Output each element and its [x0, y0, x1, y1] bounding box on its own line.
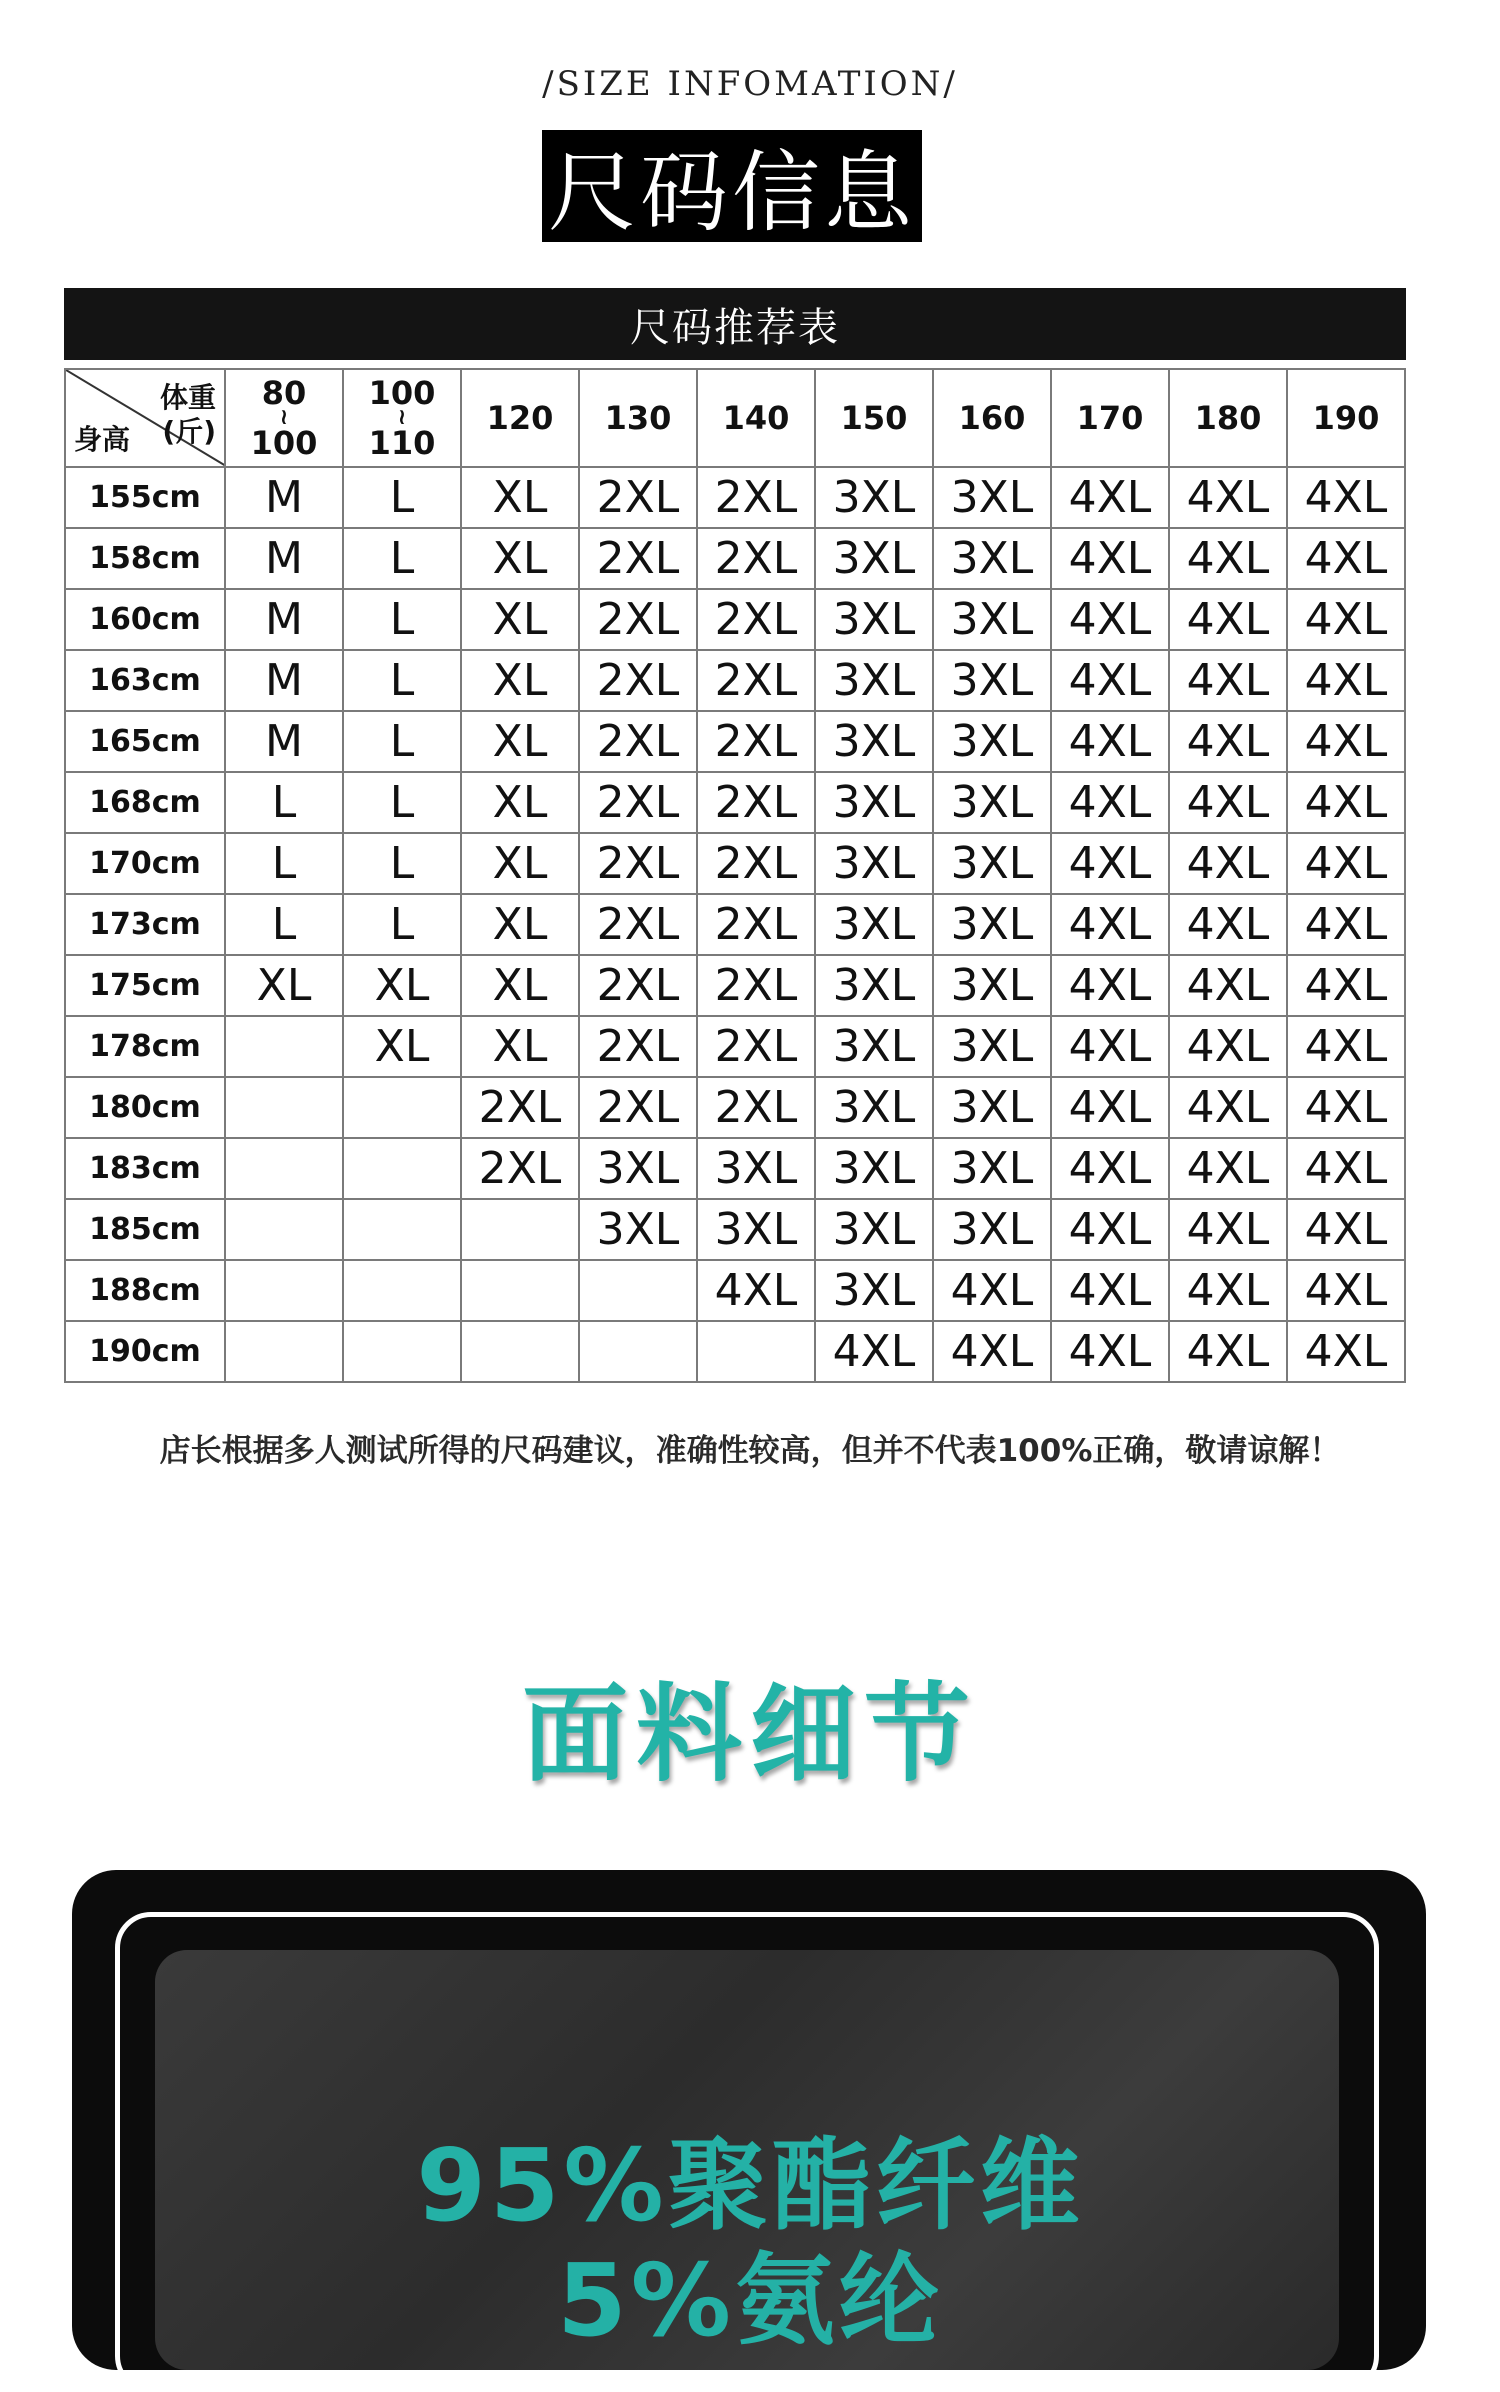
size-cell: 3XL: [697, 1199, 815, 1260]
size-cell: 4XL: [1287, 772, 1405, 833]
size-cell: 2XL: [579, 833, 697, 894]
table-row: [65, 589, 1405, 650]
height-cell: 185cm: [65, 1199, 225, 1260]
weight-header-cell: [933, 369, 1051, 467]
size-cell: 3XL: [933, 711, 1051, 772]
size-cell: [461, 1321, 579, 1382]
height-cell: 175cm: [65, 955, 225, 1016]
size-cell: 3XL: [815, 1077, 933, 1138]
size-cell: 4XL: [1287, 894, 1405, 955]
size-cell: 4XL: [1287, 1138, 1405, 1199]
size-cell: 2XL: [697, 589, 815, 650]
size-table-title: 尺码推荐表: [64, 288, 1406, 360]
size-cell: 3XL: [933, 833, 1051, 894]
size-cell: 3XL: [815, 772, 933, 833]
size-cell: L: [343, 650, 461, 711]
table-row: [65, 955, 1405, 1016]
weight-range: [580, 399, 696, 437]
weight-header-cell: [1051, 369, 1169, 467]
table-row: [65, 467, 1405, 528]
size-cell: [343, 1199, 461, 1260]
size-cell: [225, 1138, 343, 1199]
size-cell: 3XL: [933, 528, 1051, 589]
table-row: [65, 1260, 1405, 1321]
size-cell: 4XL: [1051, 1199, 1169, 1260]
size-cell: [579, 1321, 697, 1382]
size-cell: L: [343, 528, 461, 589]
weight-range: [816, 399, 932, 437]
weight-value: 150: [840, 399, 908, 437]
size-cell: 4XL: [1287, 528, 1405, 589]
weight-header-cell: [1169, 369, 1287, 467]
size-cell: 4XL: [933, 1321, 1051, 1382]
weight-value: 140: [722, 399, 790, 437]
size-cell: 3XL: [579, 1199, 697, 1260]
size-cell: XL: [343, 1016, 461, 1077]
size-cell: 3XL: [815, 589, 933, 650]
size-cell: 3XL: [933, 1077, 1051, 1138]
size-cell: 4XL: [1169, 1260, 1287, 1321]
size-cell: 2XL: [579, 711, 697, 772]
page-title: 尺码信息: [542, 130, 922, 242]
fabric-section-title: 面料细节: [522, 1673, 978, 1796]
weight-header-cell: [1287, 369, 1405, 467]
size-cell: 3XL: [815, 1138, 933, 1199]
size-cell: 3XL: [933, 467, 1051, 528]
size-cell: L: [225, 833, 343, 894]
size-cell: 3XL: [815, 528, 933, 589]
size-cell: [225, 1199, 343, 1260]
size-cell: [343, 1138, 461, 1199]
table-row: [65, 1321, 1405, 1382]
size-cell: 3XL: [933, 1199, 1051, 1260]
size-cell: 2XL: [579, 528, 697, 589]
weight-value: 100: [368, 374, 436, 413]
size-cell: L: [343, 467, 461, 528]
size-cell: M: [225, 528, 343, 589]
weight-value: 190: [1312, 399, 1380, 437]
size-cell: 4XL: [1051, 467, 1169, 528]
size-cell: XL: [461, 833, 579, 894]
weight-value: 130: [604, 399, 672, 437]
weight-value: 170: [1076, 399, 1144, 437]
size-cell: 4XL: [1169, 833, 1287, 894]
table-row: [65, 772, 1405, 833]
table-row: [65, 1199, 1405, 1260]
table-row: [65, 1077, 1405, 1138]
weight-range: [698, 399, 814, 437]
size-cell: 4XL: [1169, 467, 1287, 528]
size-cell: 2XL: [461, 1138, 579, 1199]
size-cell: XL: [461, 528, 579, 589]
size-cell: 4XL: [1287, 833, 1405, 894]
size-cell: 4XL: [1287, 1199, 1405, 1260]
size-cell: XL: [461, 1016, 579, 1077]
size-cell: 3XL: [933, 894, 1051, 955]
size-cell: 2XL: [579, 650, 697, 711]
size-cell: 3XL: [933, 955, 1051, 1016]
height-cell: 158cm: [65, 528, 225, 589]
weight-range: [344, 374, 460, 462]
size-cell: 4XL: [1287, 711, 1405, 772]
table-row: [65, 650, 1405, 711]
size-cell: 2XL: [579, 894, 697, 955]
size-cell: XL: [461, 467, 579, 528]
subtitle-english: /SIZE INFOMATION/: [542, 64, 958, 104]
range-separator: ≀: [397, 405, 407, 431]
height-cell: 160cm: [65, 589, 225, 650]
size-cell: 3XL: [933, 772, 1051, 833]
size-cell: [225, 1077, 343, 1138]
size-cell: 4XL: [1169, 650, 1287, 711]
size-cell: 4XL: [1051, 1016, 1169, 1077]
weight-header-row: [65, 369, 1405, 467]
size-cell: 2XL: [697, 1016, 815, 1077]
size-cell: 4XL: [1287, 955, 1405, 1016]
fabric-composition-secondary: 5%氨纶: [557, 2242, 943, 2359]
height-label: 身高: [74, 423, 131, 456]
weight-range: [1052, 399, 1168, 437]
size-cell: 4XL: [1287, 1260, 1405, 1321]
table-corner-cell: [65, 369, 225, 467]
weight-header-cell: [815, 369, 933, 467]
size-cell: 3XL: [815, 1260, 933, 1321]
size-table: [64, 368, 1406, 1383]
size-cell: [343, 1077, 461, 1138]
weight-header-cell: [579, 369, 697, 467]
size-cell: 3XL: [933, 1138, 1051, 1199]
size-cell: [225, 1321, 343, 1382]
weight-range: [1288, 399, 1404, 437]
size-cell: L: [343, 894, 461, 955]
size-cell: L: [225, 772, 343, 833]
size-cell: 3XL: [815, 467, 933, 528]
size-cell: 4XL: [1051, 955, 1169, 1016]
table-row: [65, 894, 1405, 955]
size-cell: L: [343, 711, 461, 772]
weight-header-cell: [343, 369, 461, 467]
table-row: [65, 833, 1405, 894]
size-cell: 4XL: [1051, 528, 1169, 589]
height-cell: 173cm: [65, 894, 225, 955]
table-row: [65, 1016, 1405, 1077]
size-cell: 2XL: [697, 955, 815, 1016]
size-cell: 4XL: [1051, 1321, 1169, 1382]
range-separator: ≀: [279, 405, 289, 431]
size-cell: 3XL: [815, 833, 933, 894]
size-cell: L: [343, 589, 461, 650]
size-cell: [225, 1260, 343, 1321]
size-cell: XL: [343, 955, 461, 1016]
size-disclaimer-note: 店长根据多人测试所得的尺码建议，准确性较高，但并不代表100%正确，敬请谅解！: [159, 1433, 1341, 1469]
size-cell: 4XL: [1169, 1016, 1287, 1077]
size-cell: XL: [461, 894, 579, 955]
size-cell: 4XL: [1169, 1199, 1287, 1260]
height-cell: 180cm: [65, 1077, 225, 1138]
size-cell: L: [343, 772, 461, 833]
size-cell: [343, 1260, 461, 1321]
size-cell: 3XL: [815, 955, 933, 1016]
size-cell: 4XL: [1169, 589, 1287, 650]
size-cell: 2XL: [697, 833, 815, 894]
size-cell: XL: [461, 955, 579, 1016]
size-cell: 4XL: [1169, 711, 1287, 772]
weight-range: [1170, 399, 1286, 437]
size-cell: XL: [461, 650, 579, 711]
size-cell: 3XL: [815, 711, 933, 772]
size-cell: 4XL: [1169, 1138, 1287, 1199]
height-cell: 165cm: [65, 711, 225, 772]
size-cell: 4XL: [1051, 650, 1169, 711]
size-cell: 4XL: [933, 1260, 1051, 1321]
weight-range: [226, 374, 342, 462]
weight-unit-label: (斤): [162, 415, 216, 448]
height-cell: 183cm: [65, 1138, 225, 1199]
size-cell: [225, 1016, 343, 1077]
size-cell: 4XL: [1051, 1077, 1169, 1138]
weight-value: 80: [261, 374, 307, 413]
size-cell: 4XL: [1169, 955, 1287, 1016]
size-cell: 3XL: [815, 894, 933, 955]
weight-header-cell: [225, 369, 343, 467]
size-cell: 2XL: [697, 650, 815, 711]
height-cell: 178cm: [65, 1016, 225, 1077]
size-cell: 4XL: [1287, 1321, 1405, 1382]
size-cell: 2XL: [697, 1077, 815, 1138]
size-cell: [343, 1321, 461, 1382]
weight-value: 180: [1194, 399, 1262, 437]
size-cell: 4XL: [697, 1260, 815, 1321]
size-cell: 4XL: [1287, 589, 1405, 650]
weight-value: 100: [250, 423, 318, 462]
height-cell: 155cm: [65, 467, 225, 528]
size-cell: 4XL: [1051, 1138, 1169, 1199]
size-cell: 4XL: [1287, 650, 1405, 711]
size-cell: 2XL: [697, 711, 815, 772]
size-cell: XL: [461, 589, 579, 650]
size-cell: 2XL: [697, 894, 815, 955]
size-cell: 4XL: [1051, 1260, 1169, 1321]
size-cell: 2XL: [579, 1016, 697, 1077]
size-cell: M: [225, 467, 343, 528]
table-row: [65, 1138, 1405, 1199]
weight-header-cell: [697, 369, 815, 467]
table-row: [65, 711, 1405, 772]
size-cell: 4XL: [1287, 467, 1405, 528]
size-cell: 3XL: [933, 1016, 1051, 1077]
size-cell: M: [225, 589, 343, 650]
size-cell: 4XL: [1169, 894, 1287, 955]
size-cell: 4XL: [815, 1321, 933, 1382]
size-cell: 2XL: [579, 955, 697, 1016]
fabric-composition-primary: 95%聚酯纤维: [416, 2127, 1084, 2244]
size-cell: [461, 1199, 579, 1260]
size-cell: 3XL: [815, 1199, 933, 1260]
size-cell: 4XL: [1051, 711, 1169, 772]
size-cell: 3XL: [815, 650, 933, 711]
size-cell: 3XL: [579, 1138, 697, 1199]
size-cell: XL: [225, 955, 343, 1016]
size-cell: 2XL: [579, 467, 697, 528]
size-cell: [697, 1321, 815, 1382]
table-row: [65, 528, 1405, 589]
height-cell: 163cm: [65, 650, 225, 711]
size-cell: 4XL: [1051, 589, 1169, 650]
size-cell: 3XL: [815, 1016, 933, 1077]
size-cell: M: [225, 711, 343, 772]
size-cell: XL: [461, 772, 579, 833]
size-cell: 2XL: [461, 1077, 579, 1138]
weight-header-cell: [461, 369, 579, 467]
size-cell: L: [225, 894, 343, 955]
weight-range: [934, 399, 1050, 437]
size-cell: 4XL: [1169, 1321, 1287, 1382]
height-cell: 188cm: [65, 1260, 225, 1321]
size-cell: XL: [461, 711, 579, 772]
size-cell: 4XL: [1287, 1077, 1405, 1138]
size-cell: M: [225, 650, 343, 711]
height-cell: 190cm: [65, 1321, 225, 1382]
size-cell: L: [343, 833, 461, 894]
height-cell: 168cm: [65, 772, 225, 833]
size-cell: 4XL: [1051, 772, 1169, 833]
size-cell: [579, 1260, 697, 1321]
size-cell: 4XL: [1169, 528, 1287, 589]
size-cell: 4XL: [1287, 1016, 1405, 1077]
size-cell: [461, 1260, 579, 1321]
size-cell: 2XL: [697, 528, 815, 589]
size-cell: 2XL: [579, 1077, 697, 1138]
size-cell: 2XL: [697, 467, 815, 528]
size-cell: 2XL: [579, 589, 697, 650]
weight-label: 体重: [159, 381, 216, 414]
size-cell: 4XL: [1051, 833, 1169, 894]
weight-value: 120: [486, 399, 554, 437]
size-cell: 4XL: [1169, 772, 1287, 833]
size-cell: 4XL: [1051, 894, 1169, 955]
weight-value: 160: [958, 399, 1026, 437]
size-cell: 3XL: [697, 1138, 815, 1199]
size-cell: 2XL: [579, 772, 697, 833]
weight-range: [462, 399, 578, 437]
size-cell: 3XL: [933, 589, 1051, 650]
weight-value: 110: [368, 423, 436, 462]
size-cell: 2XL: [697, 772, 815, 833]
height-cell: 170cm: [65, 833, 225, 894]
size-cell: 4XL: [1169, 1077, 1287, 1138]
size-cell: 3XL: [933, 650, 1051, 711]
